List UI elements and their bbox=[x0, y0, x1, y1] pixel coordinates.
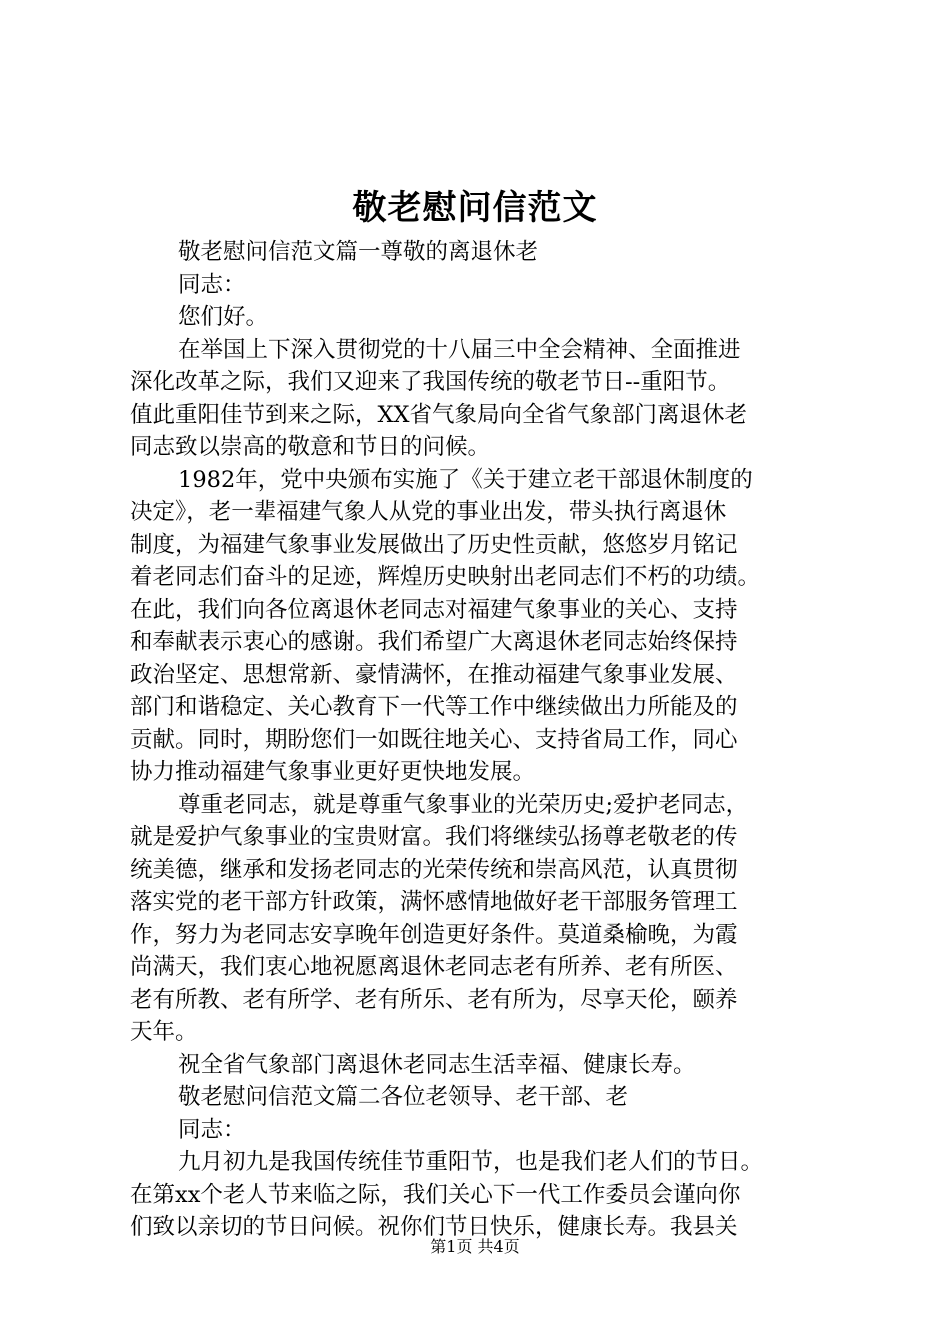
text-line: 值此重阳佳节到来之际，XX省气象局向全省气象部门离退休老 bbox=[130, 401, 748, 428]
text-line: 统美德，继承和发扬老同志的光荣传统和崇高风范，认真贯彻 bbox=[130, 856, 738, 883]
text-line: 敬老慰问信范文篇二各位老领导、老干部、老 bbox=[178, 1084, 629, 1110]
text-line: 在第xx个老人节来临之际，我们关心下一代工作委员会谨向你 bbox=[130, 1181, 741, 1208]
text-line: 天年。 bbox=[130, 1019, 198, 1045]
text-line: 深化改革之际，我们又迎来了我国传统的敬老节日--重阳节。 bbox=[130, 369, 731, 395]
text-line: 在此，我们向各位离退休老同志对福建气象事业的关心、支持 bbox=[130, 596, 738, 623]
text-line: 同志致以崇高的敬意和节日的问候。 bbox=[130, 434, 491, 460]
text-line: 部门和谐稳定、关心教育下一代等工作中继续做出力所能及的 bbox=[130, 694, 738, 720]
text-line: 协力推动福建气象事业更好更快地发展。 bbox=[130, 759, 536, 785]
document-body bbox=[130, 236, 820, 1244]
text-line: 政治坚定、思想常新、豪情满怀，在推动福建气象事业发展、 bbox=[130, 661, 738, 688]
text-line: 敬老慰问信范文篇一尊敬的离退休老 bbox=[178, 239, 539, 265]
page-footer: 第1页 共4页 bbox=[430, 1237, 520, 1256]
text-line: 您们好。 bbox=[178, 304, 269, 330]
text-line: 作，努力为老同志安享晚年创造更好条件。莫道桑榆晚，为霞 bbox=[130, 921, 738, 948]
document-title: 敬老慰问信范文 bbox=[352, 188, 598, 228]
text-line: 1982年，党中央颁布实施了《关于建立老干部退休制度的 bbox=[178, 466, 753, 493]
text-line: 和奉献表示衷心的感谢。我们希望广大离退休老同志始终保持 bbox=[130, 629, 738, 655]
text-line: 落实党的老干部方针政策，满怀感情地做好老干部服务管理工 bbox=[130, 889, 738, 915]
text-line: 祝全省气象部门离退休老同志生活幸福、健康长寿。 bbox=[178, 1051, 696, 1078]
text-line: 同志： bbox=[178, 1116, 246, 1143]
text-line: 制度，为福建气象事业发展做出了历史性贡献，悠悠岁月铭记 bbox=[130, 531, 738, 558]
text-line: 尚满天，我们衷心地祝愿离退休老同志老有所养、老有所医、 bbox=[130, 954, 738, 980]
text-line: 尊重老同志，就是尊重气象事业的光荣历史;爱护老同志， bbox=[178, 791, 749, 818]
text-line: 们致以亲切的节日问候。祝你们节日快乐，健康长寿。我县关 bbox=[130, 1214, 738, 1240]
text-line: 决定》，老一辈福建气象人从党的事业出发，带头执行离退休 bbox=[130, 499, 727, 525]
text-line: 老有所教、老有所学、老有所乐、老有所为，尽享天伦，颐养 bbox=[130, 986, 738, 1013]
text-line: 贡献。同时，期盼您们一如既往地关心、支持省局工作，同心 bbox=[130, 726, 738, 753]
text-line: 九月初九是我国传统佳节重阳节，也是我们老人们的节日。 bbox=[178, 1149, 764, 1175]
text-line: 在举国上下深入贯彻党的十八届三中全会精神、全面推进 bbox=[178, 336, 741, 363]
text-line: 同志： bbox=[178, 271, 246, 298]
text-line: 着老同志们奋斗的足迹，辉煌历史映射出老同志们不朽的功绩。 bbox=[130, 564, 761, 590]
text-line: 就是爱护气象事业的宝贵财富。我们将继续弘扬尊老敬老的传 bbox=[130, 824, 738, 850]
